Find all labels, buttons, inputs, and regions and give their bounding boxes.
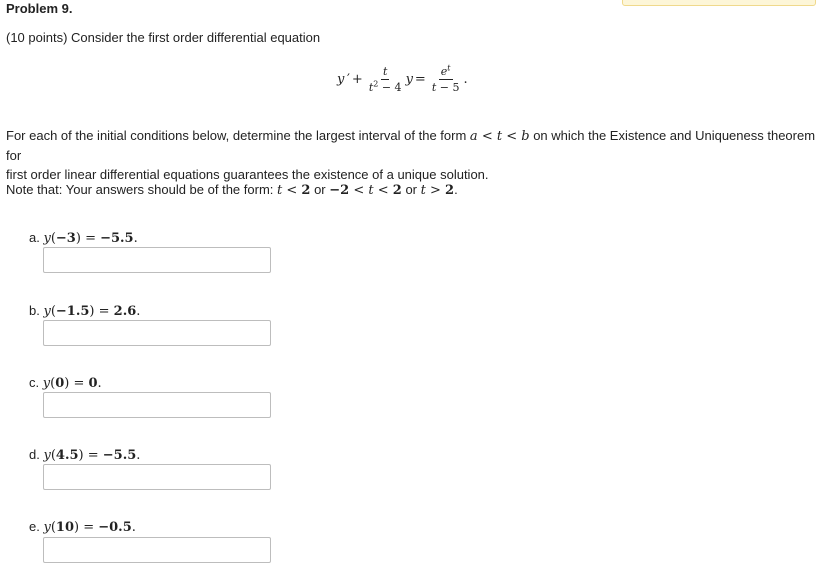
part-b-label: b. y(−1.5) = 2.6. bbox=[29, 303, 141, 319]
part-c-answer-input[interactable] bbox=[43, 392, 271, 418]
part-b-answer-input[interactable] bbox=[43, 320, 271, 346]
part-d-label: d. y(4.5) = −5.5. bbox=[29, 447, 141, 463]
hint-panel bbox=[622, 0, 816, 6]
part-d-answer-input[interactable] bbox=[43, 464, 271, 490]
part-a-label: a. y(−3) = −5.5. bbox=[29, 230, 138, 246]
part-e-answer-input[interactable] bbox=[43, 537, 271, 563]
problem-intro: (10 points) Consider the first order differential equation bbox=[6, 30, 321, 45]
part-a-answer-input[interactable] bbox=[43, 247, 271, 273]
differential-equation: y ′ + $\frac{t}{t^2 - 4}$ y = $\frac{e^t}{t - 5}$ . bbox=[337, 62, 468, 94]
instructions-text: For each of the initial conditions below, determine the largest interval of the form a < t < b on which the Existence and Uniqueness theorem for first order linear differential equations guarantees the existence of a unique solution. bbox=[6, 128, 816, 182]
part-c-label: c. y(0) = 0. bbox=[29, 375, 102, 391]
coefficient-fraction: $\frac{t}{t^2 - 4}$ bbox=[368, 64, 402, 94]
problem-title: Problem 9. bbox=[6, 1, 73, 16]
interval-form: a < t < b bbox=[469, 129, 530, 144]
note-text: Note that: Your answers should be of the form: t < 2 or −2 < t < 2 or t > 2. bbox=[6, 182, 458, 198]
part-e-label: e. y(10) = −0.5. bbox=[29, 519, 136, 535]
forcing-fraction: $\frac{e^t}{t - 5}$ bbox=[431, 62, 460, 94]
